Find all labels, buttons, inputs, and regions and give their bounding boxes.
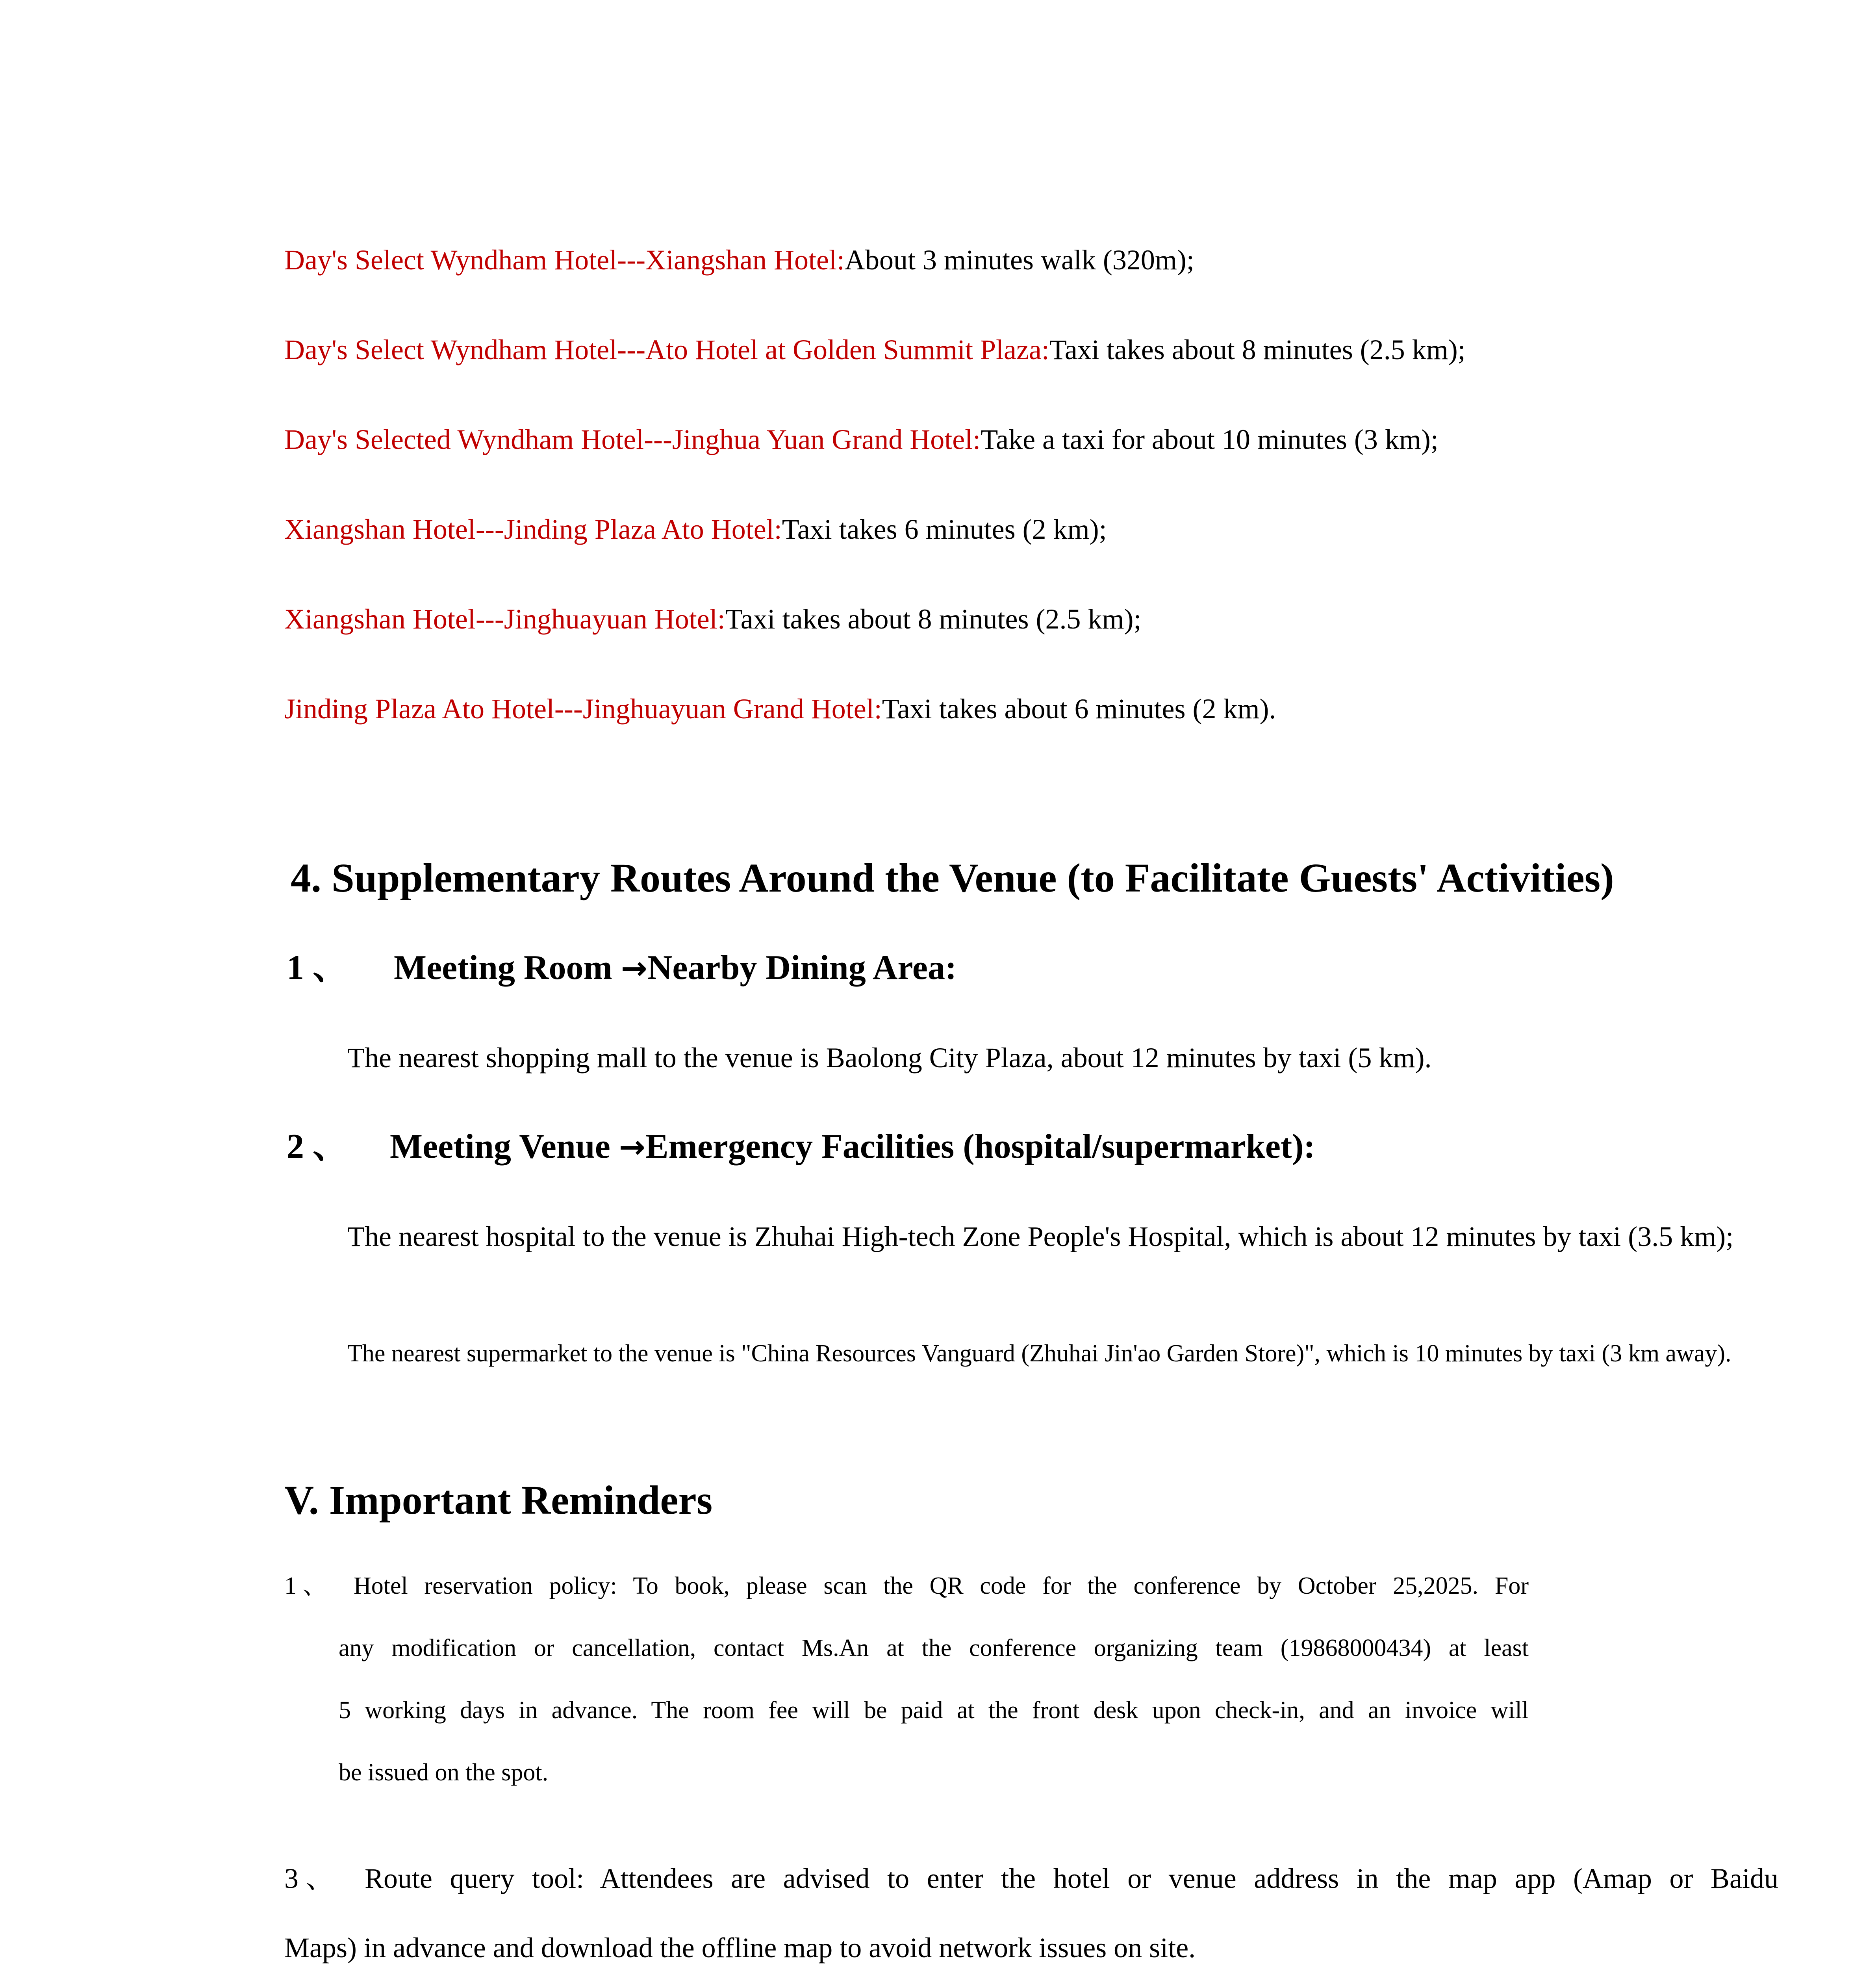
route-line-4 (284, 515, 1107, 543)
route-line-1 (284, 246, 1194, 274)
reminder-1-number: 1 、 (284, 1572, 327, 1599)
reminder-3-number: 3 、 (284, 1863, 334, 1894)
section-4-heading: 4. Supplementary Routes Around the Venue (to Facilitate Guests' Activities) (291, 855, 1614, 901)
route-line-2 (284, 336, 1466, 364)
route-endpoints: Xiangshan Hotel---Jinghuayuan Hotel: (284, 603, 725, 635)
route-description: Taxi takes 6 minutes (2 km); (782, 514, 1107, 545)
subsection-number: 2 、 (287, 1127, 348, 1166)
route-description: Taxi takes about 8 minutes (2.5 km); (725, 603, 1142, 635)
route-description: Take a taxi for about 10 minutes (3 km); (981, 424, 1439, 455)
subsection-2-heading (287, 1129, 1315, 1164)
subsection-2-supermarket-text: The nearest supermarket to the venue is "China Resources Vanguard (Zhuhai Jin'ao Garden Store)", which is 10 minutes by taxi (3 km away). (347, 1340, 1731, 1367)
route-endpoints: Day's Select Wyndham Hotel---Ato Hotel at Golden Summit Plaza: (284, 334, 1049, 365)
reminder-1-line-1: Hotel reservation policy: To book, please scan the QR code for the conference by October 25,2025. For (354, 1572, 1529, 1599)
right-arrow-icon: → (621, 950, 647, 986)
route-line-5 (284, 605, 1142, 633)
subsection-1-text: The nearest shopping mall to the venue is Baolong City Plaza, about 12 minutes by taxi (5 km). (347, 1042, 1432, 1073)
route-description: Taxi takes about 8 minutes (2.5 km); (1049, 334, 1466, 365)
route-description: Taxi takes about 6 minutes (2 km). (882, 693, 1276, 725)
route-endpoints: Day's Select Wyndham Hotel---Xiangshan Hotel: (284, 244, 845, 276)
subsection-from: Meeting Venue (390, 1127, 610, 1166)
route-line-6 (284, 695, 1276, 723)
reminder-3-line-2: Maps) in advance and download the offline map to avoid network issues on site. (284, 1932, 1196, 1963)
reminder-1-line-3: 5 working days in advance. The room fee will be paid at the front desk upon check-in, and an invoice will (339, 1697, 1529, 1724)
route-endpoints: Xiangshan Hotel---Jinding Plaza Ato Hotel: (284, 514, 782, 545)
subsection-from: Meeting Room (394, 949, 612, 987)
route-line-3 (284, 425, 1439, 454)
subsection-to: Emergency Facilities (hospital/supermarket): (645, 1127, 1315, 1166)
reminder-3-line-1: Route query tool: Attendees are advised to enter the hotel or venue address in the map app (Amap or Baidu (365, 1863, 1778, 1894)
subsection-2-hospital-text: The nearest hospital to the venue is Zhuhai High-tech Zone People's Hospital, which is about 12 minutes by taxi (3.5 km); (347, 1221, 1734, 1252)
route-endpoints: Jinding Plaza Ato Hotel---Jinghuayuan Grand Hotel: (284, 693, 882, 725)
section-5-heading: V. Important Reminders (284, 1478, 713, 1523)
reminder-1-line-2: any modification or cancellation, contact Ms.An at the conference organizing team (19868000434) at least (339, 1635, 1529, 1661)
reminder-1-line-4: be issued on the spot. (339, 1759, 549, 1786)
route-endpoints: Day's Selected Wyndham Hotel---Jinghua Yuan Grand Hotel: (284, 424, 981, 455)
subsection-number: 1 、 (287, 949, 348, 987)
subsection-1-heading (287, 951, 957, 985)
route-description: About 3 minutes walk (320m); (844, 244, 1194, 276)
subsection-to: Nearby Dining Area: (647, 949, 957, 987)
right-arrow-icon: → (619, 1129, 645, 1165)
